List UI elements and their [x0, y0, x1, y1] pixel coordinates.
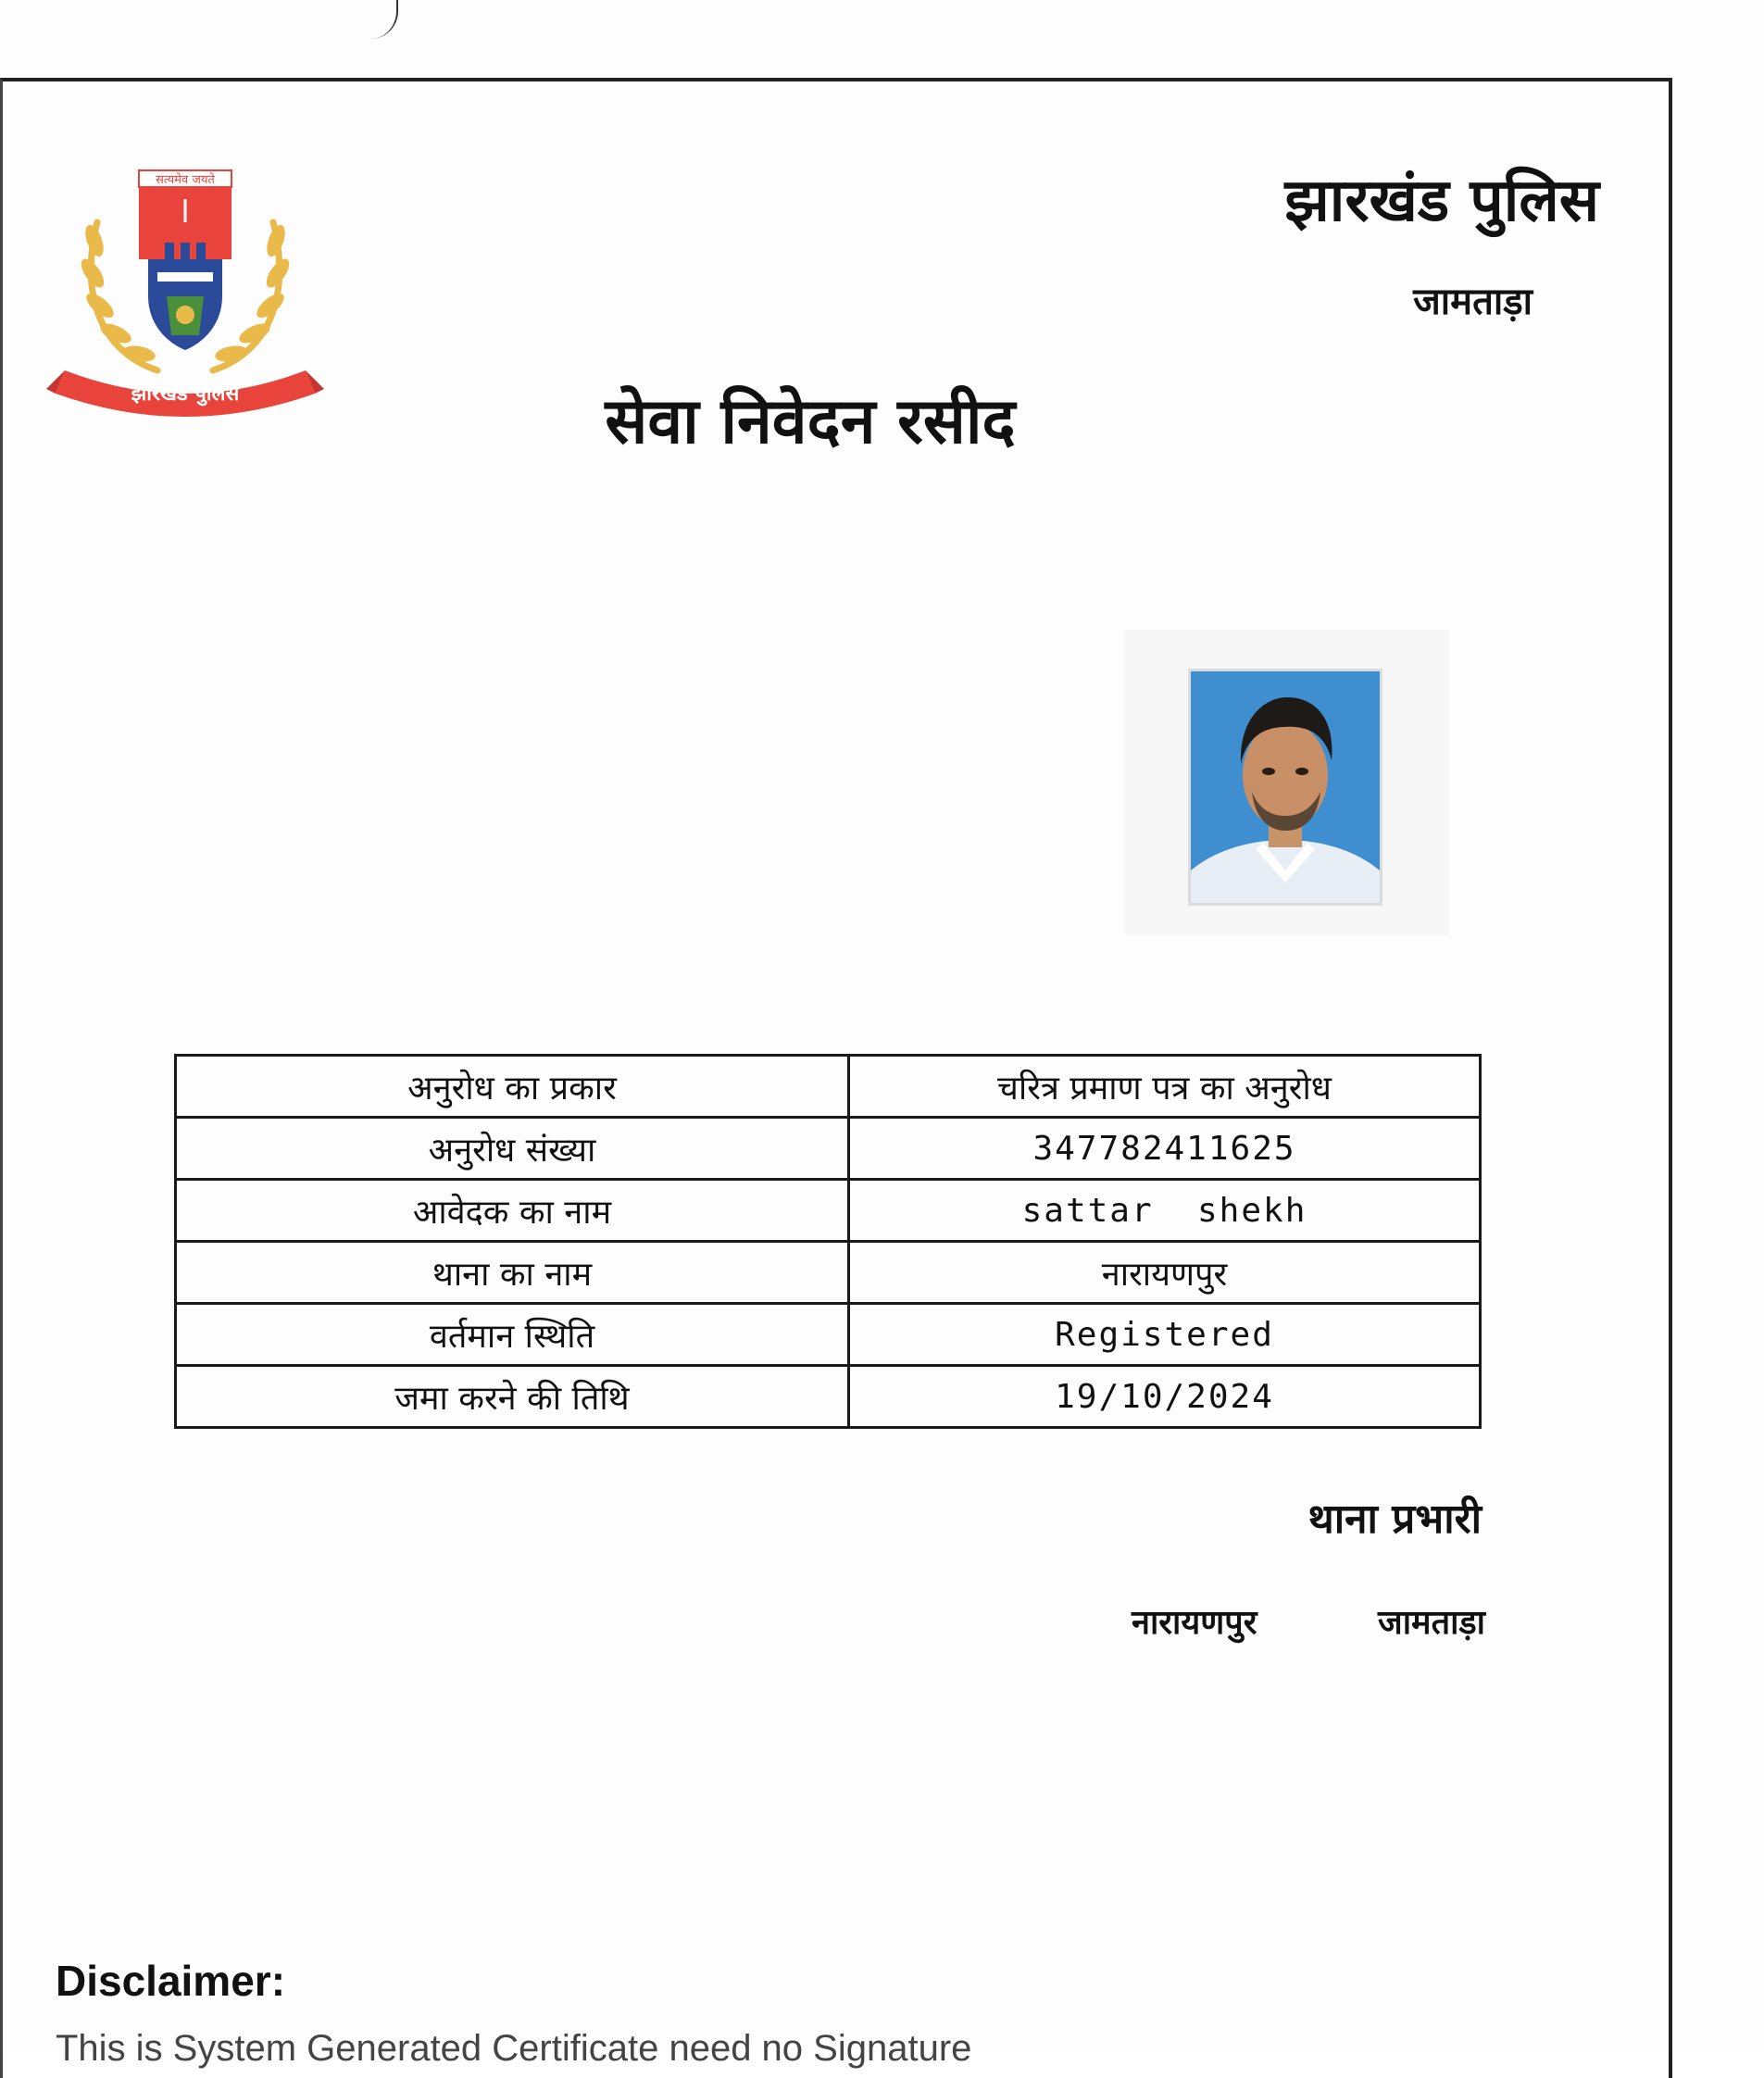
request-details-table [174, 1054, 1482, 1429]
table-row [176, 1180, 1481, 1242]
signatory-title: थाना प्रभारी [1307, 1496, 1482, 1543]
police-station-label: थाना का नाम [176, 1242, 849, 1304]
signatory-place: नारायणपुर [1132, 1604, 1257, 1642]
applicant-name-label: आवेदक का नाम [176, 1180, 849, 1242]
current-status-label: वर्तमान स्थिति [176, 1304, 849, 1366]
request-type-label: अनुरोध का प्रकार [176, 1056, 849, 1118]
svg-text:सत्यमेव जयते: सत्यमेव जयते [156, 173, 215, 187]
request-type-value: चरित्र प्रमाण पत्र का अनुरोध [849, 1056, 1481, 1118]
table-row [176, 1366, 1481, 1428]
request-number-value: 347782411625 [849, 1118, 1481, 1180]
signatory-district: जामताड़ा [1378, 1604, 1485, 1642]
table-row [176, 1118, 1481, 1180]
table-row [176, 1242, 1481, 1304]
disclaimer-text: This is System Generated Certificate need no Signature [56, 2028, 972, 2069]
applicant-name-value: sattar shekh [849, 1180, 1481, 1242]
org-name: झारखंड पुलिस [1284, 167, 1599, 235]
district-name: जामताड़ा [1413, 281, 1533, 323]
svg-text:झारखंड पुलिस: झारखंड पुलिस [131, 382, 240, 406]
disclaimer-heading: Disclaimer: [56, 1957, 286, 2005]
applicant-photo-icon [1188, 669, 1382, 906]
submission-date-value: 19/10/2024 [849, 1366, 1481, 1428]
page-title-text: सेवा निवेदन रसीद [605, 385, 1016, 458]
page-title [0, 375, 1620, 461]
police-station-value: नारायणपुर [849, 1242, 1481, 1304]
submission-date-label: जमा करने की तिथि [176, 1366, 849, 1428]
request-number-label: अनुरोध संख्या [176, 1118, 849, 1180]
current-status-value: Registered [849, 1304, 1481, 1366]
table-row [176, 1056, 1481, 1118]
table-row [176, 1304, 1481, 1366]
